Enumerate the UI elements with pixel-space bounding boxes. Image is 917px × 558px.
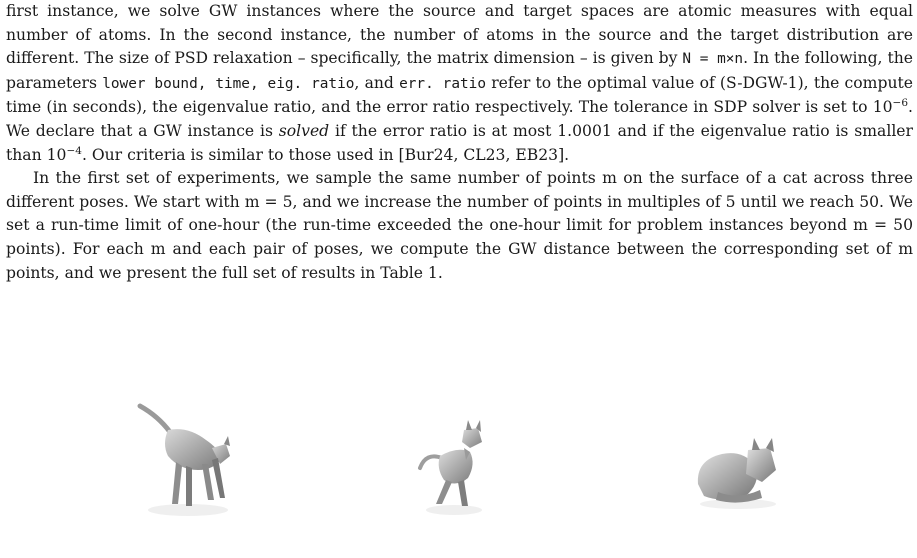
code-parameters: lower bound, time, eig. ratio <box>102 75 355 92</box>
para1-text-5: . We declare that a GW instance is <box>6 98 913 140</box>
cat-lying-image <box>688 430 788 510</box>
para1-text-7: . Our criteria is similar to those used in [Bur24, CL23, EB23]. <box>81 145 570 164</box>
code-error-ratio: err. ratio <box>399 75 486 92</box>
paper-body <box>6 0 913 285</box>
para1-text-1: first instance, we solve GW instances where the source and target spaces are atomic measures with equal number of atoms. In the second instance, the number of atoms in the source and the target distribution are different. The size of PSD relaxation – specifically, the matrix dimension – is given by <box>6 2 913 68</box>
para1-text-6: if the error ratio is at most 1.0001 and if the eigenvalue ratio is smaller than 10 <box>6 121 913 164</box>
emphasis-solved: solved <box>278 121 330 140</box>
para1-text-3: , and <box>354 73 400 92</box>
code-matrix-dimension: N = m×n <box>682 51 744 68</box>
para1-text-2: . In the following, the parameters <box>6 49 914 92</box>
paragraph-1 <box>6 0 913 167</box>
paragraph-2: In the first set of experiments, we sample the same number of points m on the surface of a cat across three different poses. We start with m = 5, and we increase the number of points in multiples of 5 until we reach 50. We set a run-time limit of one-hour (the run-time exceeded the one-hour limit for problem instances beyond m = 50 points). For each m and each pair of poses, we compute the GW distance between the corresponding set of m points, and we present the full set of results in Table 1. <box>6 169 913 282</box>
para1-text-4: refer to the optimal value of (S-DGW-1), the compute time (in seconds), the eigenvalue ratio, and the error ratio respectively. The tolerance in SDP solver is set to 10 <box>6 73 913 117</box>
exponent-tolerance: −6 <box>892 97 909 110</box>
cat-jumping-image <box>414 408 494 518</box>
cat-figures <box>0 400 917 558</box>
cat-standing-image <box>128 400 238 520</box>
exponent-eigen: −4 <box>66 144 82 157</box>
